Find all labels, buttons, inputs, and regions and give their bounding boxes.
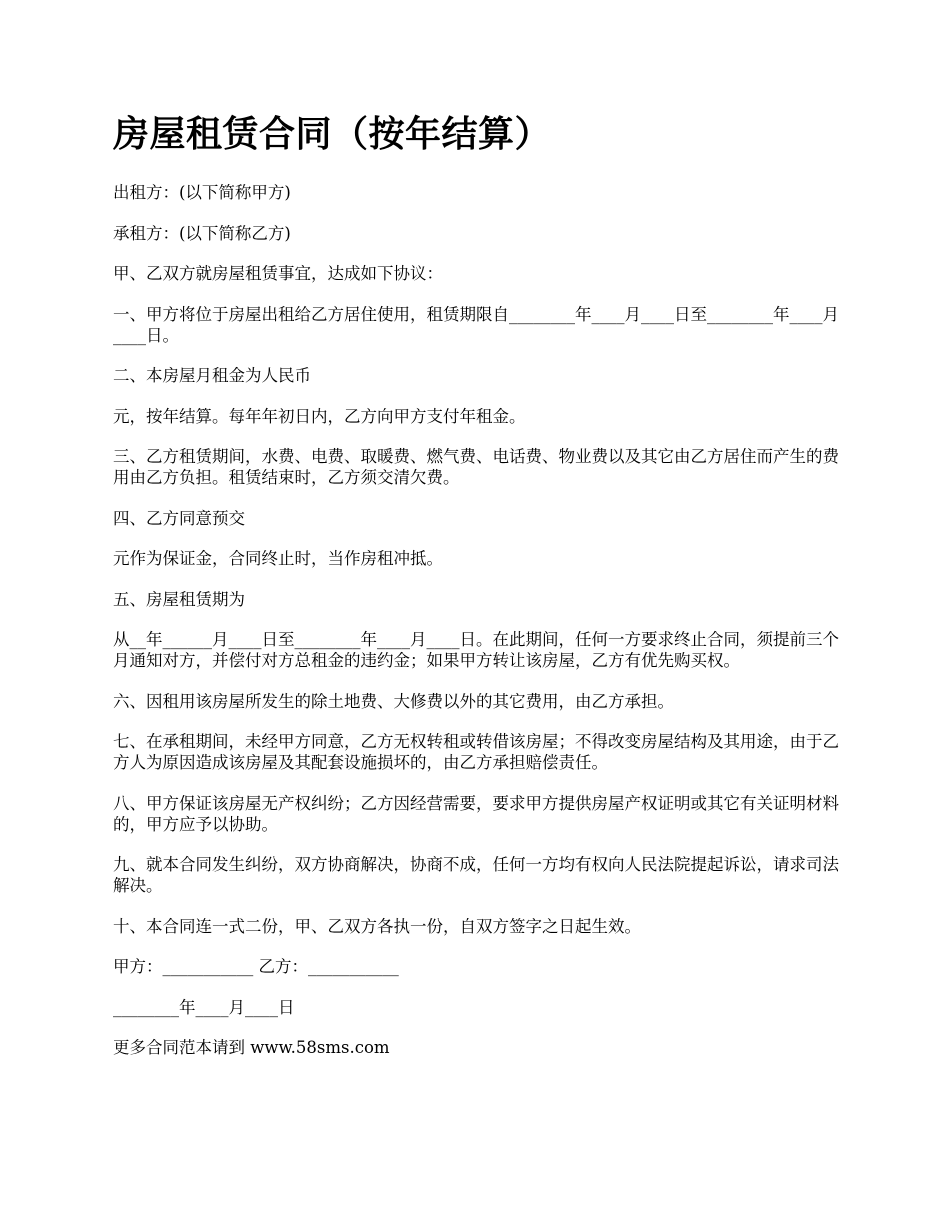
lessor-line: 出租方：(以下简称甲方)	[113, 183, 291, 202]
agreement-intro: 甲、乙双方就房屋租赁事宜，达成如下协议：	[113, 264, 443, 283]
clause-8-property-rights: 八、甲方保证该房屋无产权纠纷；乙方因经营需要，要求甲方提供房屋产权证明或其它有关证明材料的，甲方应予以协助。	[113, 793, 839, 834]
clause-9-disputes: 九、就本合同发生纠纷，双方协商解决，协商不成，任何一方均有权向人民法院提起诉讼，请求司法解决。	[113, 855, 839, 895]
clause-5-lease-period: 五、房屋租赁期为	[113, 589, 245, 609]
clause-7-sublease: 七、在承租期间，未经甲方同意，乙方无权转租或转借该房屋；不得改变房屋结构及其用途，由于乙方人为原因造成该房屋及其配套设施损坏的，由乙方承担赔偿责任。	[113, 732, 839, 772]
clause-3-utilities: 三、乙方租赁期间，水费、电费、取暖费、燃气费、电话费、物业费以及其它由乙方居住而产生的费用由乙方负担。租赁结束时，乙方须交清欠费。	[113, 447, 839, 487]
clause-5-termination: 从__年______月____日至________年____月____日。在此期间，任何一方要求终止合同，须提前三个月通知对方，并偿付对方总租金的违约金；如果甲方转让该房屋，乙方有优先购买权。	[113, 630, 839, 670]
clause-4-deposit-use: 元作为保证金，合同终止时，当作房租冲抵。	[113, 549, 443, 568]
clause-6-other-costs: 六、因租用该房屋所发生的除土地费、大修费以外的其它费用，由乙方承担。	[113, 691, 674, 711]
clause-10-copies: 十、本合同连一式二份，甲、乙双方各执一份，自双方签字之日起生效。	[113, 916, 641, 936]
lessee-line: 承租方：(以下简称乙方)	[113, 223, 291, 243]
document-title: 房屋租赁合同（按年结算）	[113, 114, 552, 155]
clause-1-lease-term: 一、甲方将位于房屋出租给乙方居住使用，租赁期限自________年____月____日至________年____月____日。	[113, 304, 839, 345]
clause-2-monthly-rent: 二、本房屋月租金为人民币	[113, 366, 311, 385]
clause-2-annual-payment: 元，按年结算。每年年初日内，乙方向甲方支付年租金。	[113, 406, 526, 426]
document-page	[113, 110, 839, 1078]
footer-note: 更多合同范本请到 www.58sms.com	[113, 1038, 390, 1057]
signature-line: 甲方：___________ 乙方：___________	[113, 957, 399, 976]
clause-4-deposit: 四、乙方同意预交	[113, 508, 245, 528]
date-line: ________年____月____日	[113, 997, 295, 1017]
